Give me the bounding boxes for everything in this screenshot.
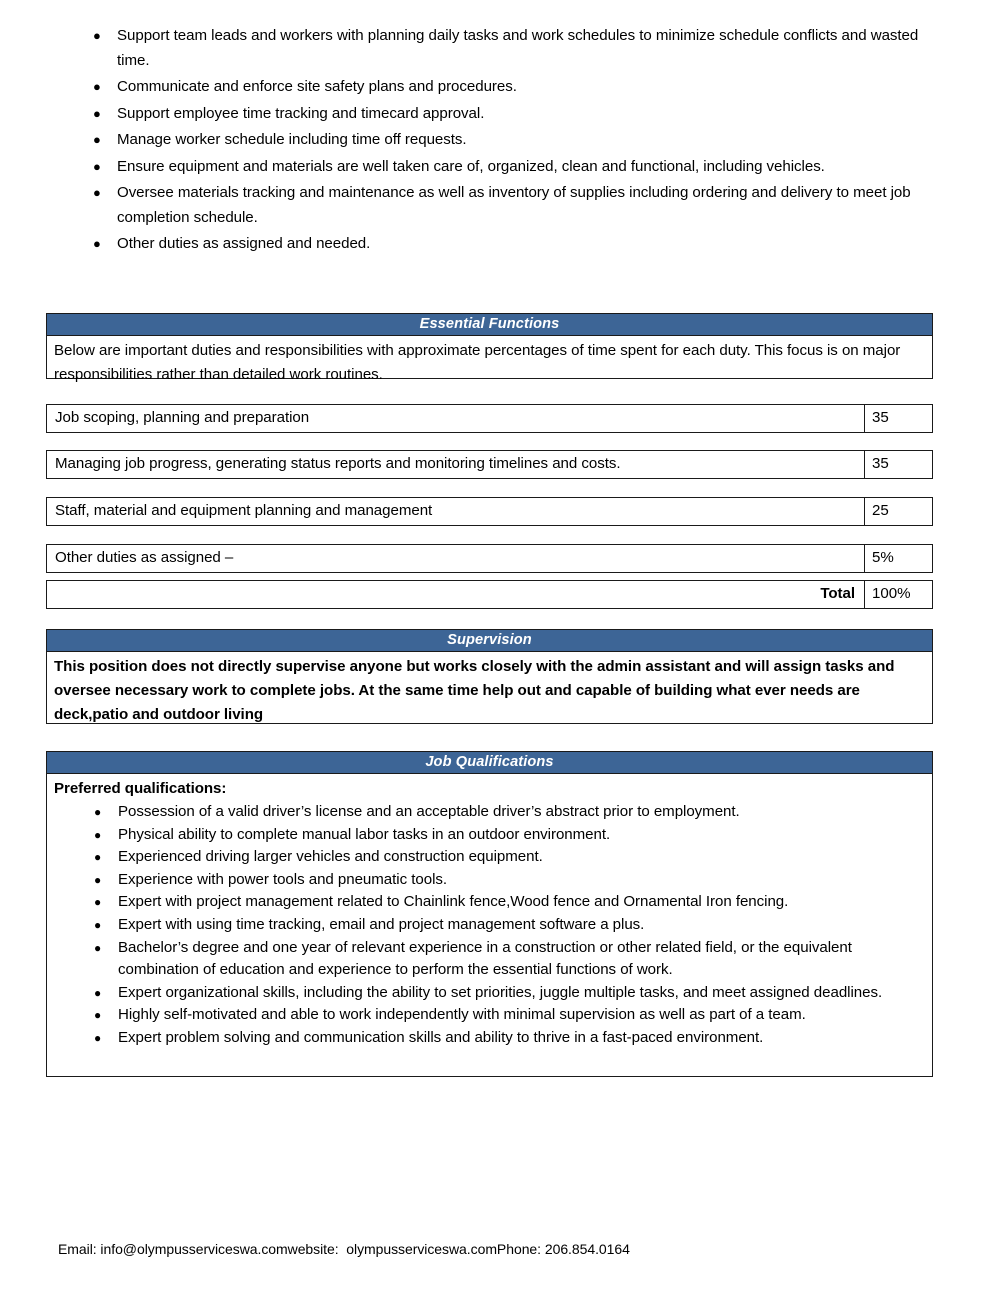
bullet-icon: ● [94, 917, 102, 932]
bullet-icon: ● [94, 895, 102, 910]
job-qualifications-body [46, 774, 933, 1077]
bullet-icon: ● [93, 105, 101, 121]
section-header-supervision: Supervision [46, 629, 933, 652]
list-item [54, 914, 925, 937]
essential-functions-section [46, 313, 933, 383]
total-label: Total [820, 585, 855, 602]
list-item-text: Support team leads and workers with planning daily tasks and work schedules to minimize schedule conflicts and wasted time. [117, 27, 919, 69]
list-item [48, 155, 948, 180]
list-item-text: Expert problem solving and communication skills and ability to thrive in a fast-paced environment. [118, 1028, 764, 1046]
list-item-text: Ensure equipment and materials are well taken care of, organized, clean and functional, including vehicles. [117, 157, 825, 175]
bullet-icon: ● [94, 805, 102, 819]
bullet-icon: ● [94, 1030, 102, 1045]
list-item [48, 75, 948, 100]
total-value: 100% [864, 581, 932, 608]
section-header-essential-functions: Essential Functions [46, 313, 933, 336]
bullet-icon: ● [94, 1008, 102, 1023]
list-item-text: Experience with power tools and pneumatic tools. [118, 870, 448, 888]
list-item [54, 801, 925, 824]
list-item [48, 128, 948, 153]
duty-percent: 5% [864, 545, 932, 572]
supervision-text: This position does not directly supervise anyone but works closely with the admin assistant and will assign tasks and oversee necessary work to complete jobs. At the same time help out and capable of building what ever needs are deck,patio and outdoor living [54, 658, 895, 723]
duty-row-4 [46, 544, 933, 573]
footer-contact: Email: info@olympusserviceswa.comwebsite: olympusserviceswa.comPhone: 206.854.0164 [58, 1241, 630, 1257]
table-row [46, 450, 933, 479]
bullet-icon: ● [93, 236, 101, 251]
list-item [54, 824, 925, 847]
list-item-text: Possession of a valid driver’s license and an acceptable driver’s abstract prior to employment. [118, 803, 740, 820]
list-item [54, 937, 925, 982]
list-item [48, 102, 948, 127]
list-item-text: Experienced driving larger vehicles and construction equipment. [118, 848, 543, 866]
bullet-icon: ● [94, 850, 102, 865]
table-row [46, 497, 933, 526]
list-item-text: Highly self-motivated and able to work independently with minimal supervision as well as part of a team. [118, 1006, 806, 1024]
list-item-text: Support employee time tracking and timecard approval. [117, 104, 485, 122]
list-item-text: Other duties as assigned and needed. [117, 235, 371, 252]
list-item [54, 982, 925, 1005]
essential-functions-body [46, 336, 933, 383]
duty-percent: 25 [864, 498, 932, 525]
table-row [46, 580, 933, 609]
qualifications-list [54, 801, 925, 1050]
essential-functions-text: Below are important duties and responsibilities with approximate percentages of time spent for each duty. This focus is on major responsibilities rather than detailed work routines. [54, 342, 901, 383]
bullet-icon: ● [94, 872, 102, 887]
bullet-icon: ● [94, 985, 102, 1000]
top-duties-list [48, 24, 948, 259]
supervision-section [46, 629, 933, 724]
list-item-text: Expert with using time tracking, email and project management software a plus. [118, 915, 645, 933]
list-item-text: Oversee materials tracking and maintenance as well as inventory of supplies including ordering and delivery to meet job completion schedule. [117, 184, 911, 226]
duty-row-1 [46, 404, 933, 433]
list-item-text: Physical ability to complete manual labor tasks in an outdoor environment. [118, 825, 611, 843]
list-item [48, 24, 948, 73]
list-item-text: Communicate and enforce site safety plans and procedures. [117, 78, 517, 95]
duty-row-3 [46, 497, 933, 526]
list-item-text: Manage worker schedule including time off requests. [117, 131, 467, 148]
list-item-text: Expert organizational skills, including the ability to set priorities, juggle multiple tasks, and meet assigned deadlines. [118, 983, 883, 1001]
duty-label: Job scoping, planning and preparation [55, 409, 310, 426]
list-item [54, 1027, 925, 1050]
list-item [54, 846, 925, 869]
duty-label: Managing job progress, generating status reports and monitoring timelines and costs. [55, 455, 621, 472]
list-item-text: Expert with project management related to Chainlink fence,Wood fence and Ornamental Iron fencing. [118, 893, 789, 911]
supervision-body [46, 652, 933, 724]
list-item [48, 181, 948, 230]
bullet-icon: ● [93, 79, 101, 94]
duty-label: Other duties as assigned – [55, 549, 234, 566]
duty-label: Staff, material and equipment planning and management [55, 502, 433, 519]
list-item [48, 232, 948, 257]
duty-percent: 35 [864, 405, 932, 432]
table-row [46, 404, 933, 433]
table-row [46, 544, 933, 573]
list-item-text: Bachelor’s degree and one year of relevant experience in a construction or other related field, or the equivalent combination of education and experience to perform the essential functions of work. [118, 938, 852, 979]
bullet-icon: ● [94, 827, 102, 842]
duty-row-2 [46, 450, 933, 479]
bullet-icon: ● [93, 158, 101, 174]
list-item [54, 1004, 925, 1027]
duty-percent: 35 [864, 451, 932, 478]
bullet-icon: ● [94, 940, 102, 955]
job-qualifications-section [46, 751, 933, 1077]
section-header-job-qualifications: Job Qualifications [46, 751, 933, 774]
list-item [54, 891, 925, 914]
bullet-icon: ● [93, 28, 101, 43]
bullet-icon: ● [93, 132, 101, 147]
list-item [54, 869, 925, 892]
qualifications-intro: Preferred qualifications: [54, 780, 227, 797]
duty-total-row [46, 580, 933, 609]
bullet-icon: ● [93, 185, 101, 200]
